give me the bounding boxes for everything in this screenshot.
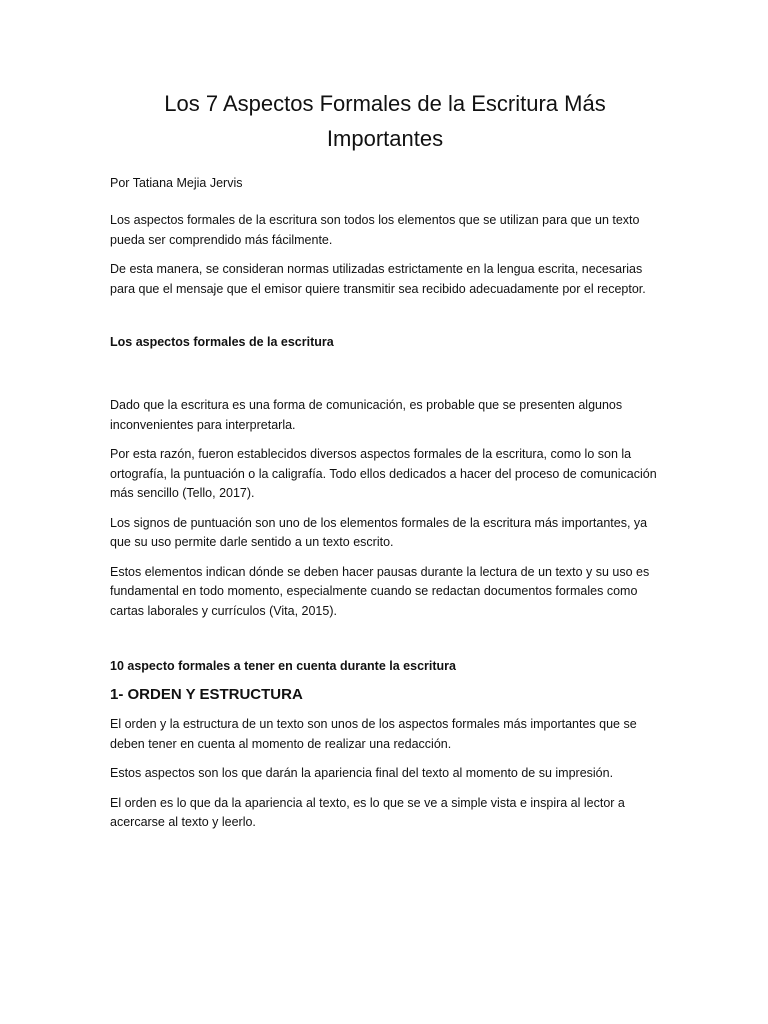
- section2-paragraph-2: Estos aspectos son los que darán la apariencia final del texto al momento de su impresión.: [110, 766, 614, 780]
- section1-paragraph-1: Dado que la escritura es una forma de comunicación, es probable que se presenten algunos inconvenientes para interpretarla.: [110, 398, 623, 432]
- section-heading-aspectos: Los aspectos formales de la escritura: [110, 335, 334, 349]
- section1-paragraph-3: Los signos de puntuación son uno de los elementos formales de la escritura más importantes, ya que su uso permite darle sentido a un texto escrito.: [110, 515, 648, 549]
- document-page: [110, 86, 660, 843]
- section2-paragraph-1: El orden y la estructura de un texto son unos de los aspectos formales más importantes que se deben tener en cuenta al momento de realizar una redacción.: [110, 717, 637, 751]
- author-line: Por Tatiana Mejia Jervis: [110, 176, 243, 190]
- section1-paragraph-2: Por esta razón, fueron establecidos diversos aspectos formales de la escritura, como lo son la ortografía, la puntuación o la caligrafía. Todo ellos dedicados a hacer del proceso de comunicación más sencillo (Tello, 2017).: [110, 447, 657, 500]
- section-heading-diez-aspectos: 10 aspecto formales a tener en cuenta durante la escritura: [110, 659, 456, 673]
- section2-paragraph-3: El orden es lo que da la apariencia al texto, es lo que se ve a simple vista e inspira al lector a acercarse al texto y leerlo.: [110, 795, 625, 829]
- intro-paragraph-2: De esta manera, se consideran normas utilizadas estrictamente en la lengua escrita, necesarias para que el mensaje que el emisor quiere transmitir sea recibido adecuadamente por el receptor.: [110, 262, 646, 296]
- intro-paragraph-1: Los aspectos formales de la escritura son todos los elementos que se utilizan para que un texto pueda ser comprendido más fácilmente.: [110, 213, 640, 247]
- subheading-orden-estructura: 1- ORDEN Y ESTRUCTURA: [110, 686, 303, 703]
- section1-paragraph-4: Estos elementos indican dónde se deben hacer pausas durante la lectura de un texto y su uso es fundamental en todo momento, especialmente cuando se redactan documentos formales como cartas laborales y currículos (Vita, 2015).: [110, 564, 650, 618]
- document-title: Los 7 Aspectos Formales de la Escritura Más Importantes: [164, 91, 606, 151]
